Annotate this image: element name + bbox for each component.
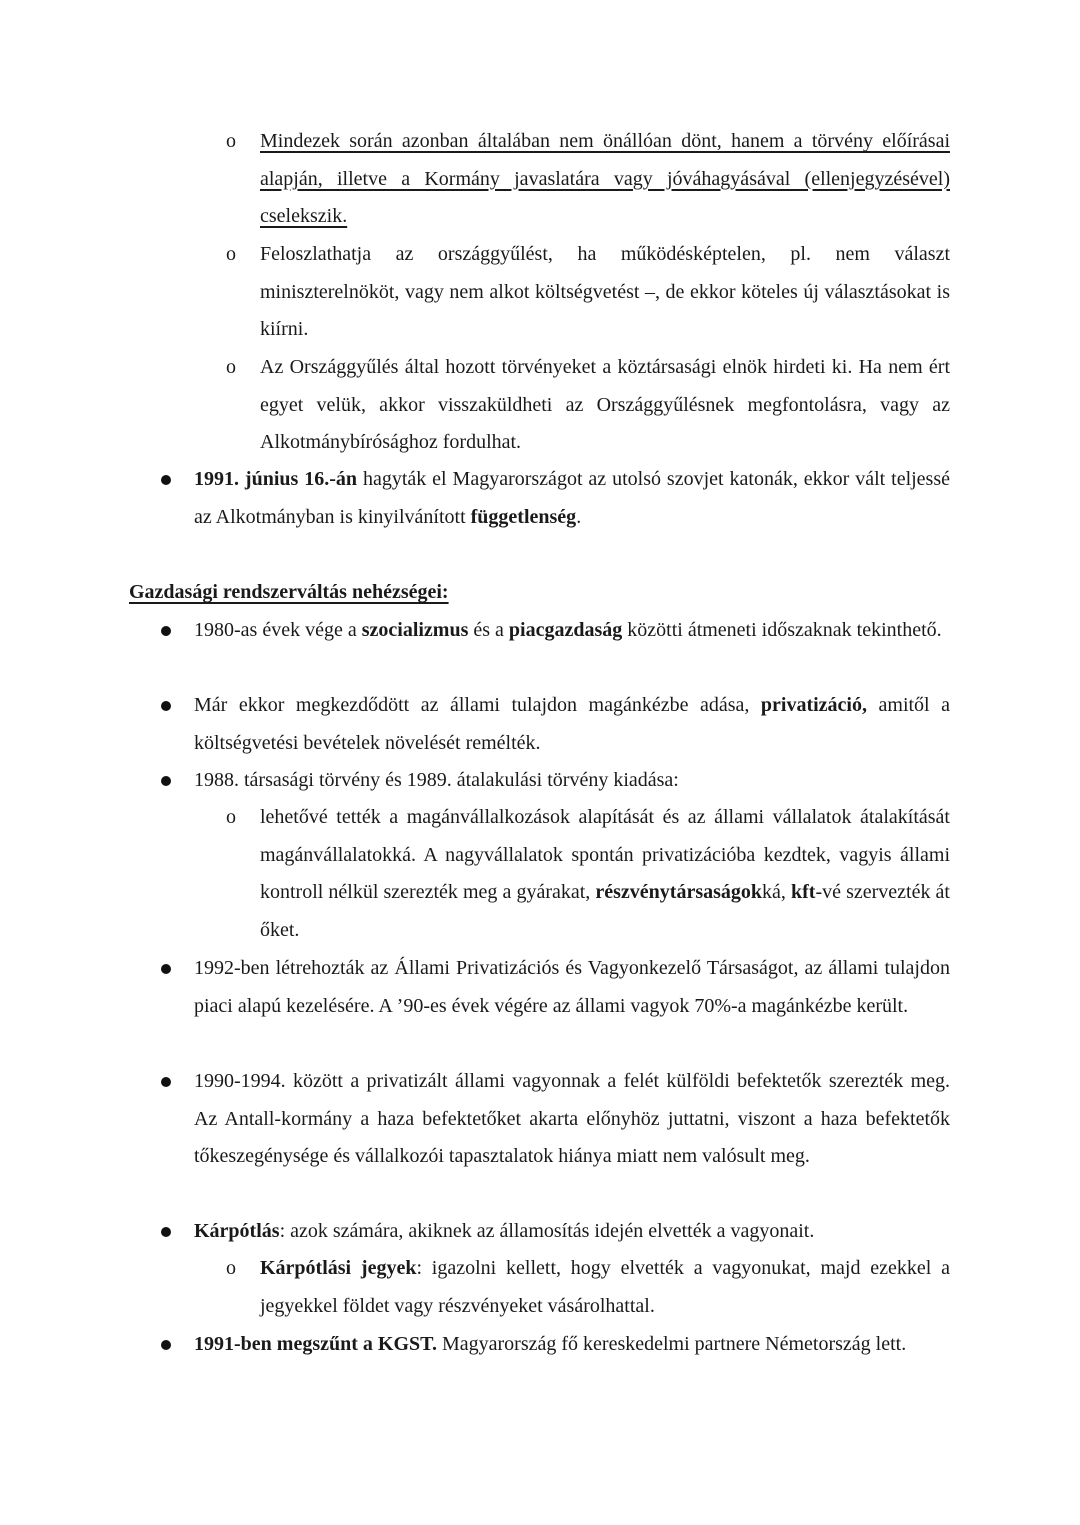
list-item-text — [260, 799, 950, 949]
bullet-dot — [161, 1227, 171, 1237]
text-segment: Mindezek során azonban általában nem önállóan dönt, hanem a törvény előírásai alapján, illetve a Kormány javaslatára vagy jóváhagyásával (ellenjegyzésével) cselekszik. — [260, 130, 950, 227]
list-item-text — [194, 950, 950, 1025]
bullet-dot — [161, 701, 171, 711]
text-segment: szocializmus — [361, 619, 469, 641]
text-segment: piacgazdaság — [508, 619, 623, 641]
list-item-text — [194, 1326, 950, 1364]
bullet-dot — [161, 964, 171, 974]
bullet-dot — [161, 776, 171, 786]
text-segment: Magyarország fő kereskedelmi partnere Németország lett. — [436, 1333, 907, 1355]
text-segment: 1988. társasági törvény és 1989. átalakulási törvény kiadása: — [194, 769, 679, 791]
bullet-dot — [161, 626, 171, 636]
sub-bullet-marker: o — [226, 243, 236, 265]
list-item-text — [260, 349, 950, 462]
bullet-dot — [161, 1340, 171, 1350]
list-item-text — [194, 762, 950, 800]
sub-bullet-marker: o — [226, 130, 236, 152]
list-item-text — [260, 236, 950, 349]
sub-bullet-marker: o — [226, 1257, 236, 1279]
list-item-text — [194, 1213, 950, 1251]
text-segment: Az Országgyűlés által hozott törvényeket a köztársasági elnök hirdeti ki. Ha nem ért egyet velük, akkor visszaküldheti az Országgyűlésnek megfontolásra, vagy az Alkotmánybírósághoz fordulhat. — [260, 356, 950, 453]
sub-bullet-marker: o — [226, 356, 236, 378]
section-heading: Gazdasági rendszerváltás nehézségei: — [129, 581, 449, 603]
text-segment: privatizáció, — [760, 694, 867, 716]
text-segment: -vé szervezték át őket. — [260, 881, 950, 941]
text-segment: hagyták el Magyarországot az utolsó szovjet katonák, ekkor vált teljessé az Alkotmányban is kinyilvánított — [194, 468, 951, 528]
text-segment: 1991-ben megszűnt a KGST. — [194, 1333, 437, 1355]
text-segment: 1991. június 16.-án — [194, 468, 358, 490]
text-segment: 1990-1994. között a privatizált állami vagyonnak a felét külföldi befektetők szerezték meg. Az Antall-kormány a haza befektetőket akarta előnyhöz juttatni, viszont a haza befektetők tőkeszegénysége és vállalkozói tapasztalatok hiánya miatt nem valósult meg. — [194, 1070, 950, 1167]
text-segment: és a — [468, 619, 509, 641]
list-item-text — [194, 1063, 950, 1176]
text-segment: : igazolni kellett, hogy elvették a vagyonukat, majd ezekkel a jegyekkel földet vagy részvényeket vásárolhattal. — [260, 1257, 950, 1317]
text-segment: kft — [791, 881, 816, 903]
text-segment: Feloszlathatja az országgyűlést, ha működésképtelen, pl. nem választ miniszterelnököt, vagy nem alkot költségvetést –, de ekkor köteles új választásokat is kiírni. — [260, 243, 950, 340]
text-segment: amitől a költségvetési bevételek növelését remélték. — [194, 694, 951, 754]
sub-bullet-marker: o — [226, 806, 236, 828]
text-segment: Kárpótlás — [194, 1220, 280, 1242]
text-segment: részvénytársaságok — [595, 881, 763, 903]
bullet-dot — [161, 1077, 171, 1087]
text-segment: : azok számára, akiknek az államosítás idején elvették a vagyonait. — [279, 1220, 815, 1242]
text-segment: ká, — [762, 881, 791, 903]
text-segment: Már ekkor megkezdődött az állami tulajdon magánkézbe adása, — [194, 694, 761, 716]
text-segment: lehetővé tették a magánvállalkozások alapítását és az állami vállalatok átalakítását magánvállalatokká. A nagyvállalatok spontán privatizációba kezdtek, vagyis állami kontroll nélkül szerezték meg a gyárakat, — [260, 806, 950, 903]
text-segment: függetlenség — [470, 505, 577, 528]
text-segment: 1980-as évek vége a — [194, 619, 362, 641]
list-item-text — [260, 1250, 950, 1325]
list-item-text — [194, 461, 950, 536]
list-item-text — [194, 612, 950, 650]
list-item-text — [260, 123, 950, 236]
bullet-dot — [161, 475, 171, 485]
text-segment: 1992-ben létrehozták az Állami Privatizációs és Vagyonkezelő Társaságot, az állami tulajdon piaci alapú kezelésére. A ’90-es évek végére az állami vagyok 70%-a magánkézbe került. — [194, 957, 950, 1017]
text-segment: közötti átmeneti időszaknak tekinthető. — [622, 619, 942, 641]
list-item-text — [194, 687, 950, 762]
text-segment: . — [576, 505, 582, 528]
text-segment: Kárpótlási jegyek — [260, 1257, 417, 1279]
